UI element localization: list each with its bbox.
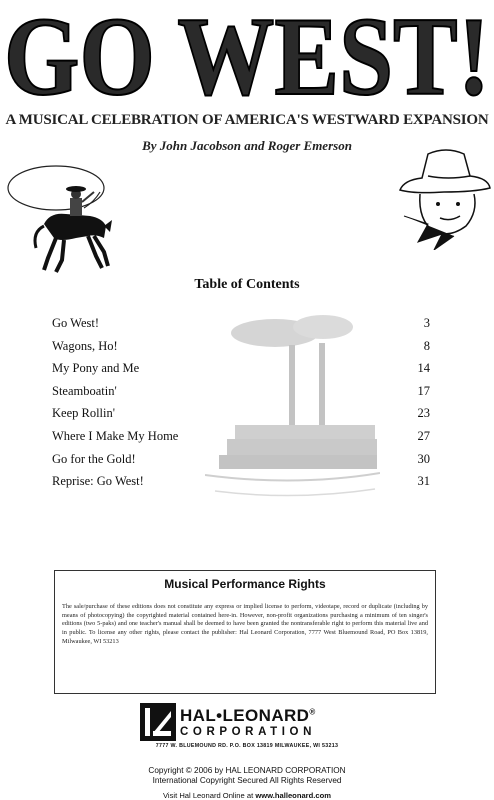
toc-item-page: 23 bbox=[417, 406, 430, 421]
toc-item-title: Where I Make My Home bbox=[52, 428, 179, 443]
toc-item bbox=[52, 429, 430, 452]
toc-item-page: 14 bbox=[417, 361, 430, 376]
table-of-contents bbox=[52, 316, 430, 497]
hal-leonard-logo-icon bbox=[140, 703, 176, 741]
registered-mark: ® bbox=[309, 707, 316, 717]
subtitle: A MUSICAL CELEBRATION OF AMERICA'S WESTWARD EXPANSION bbox=[5, 112, 489, 128]
toc-item-title: My Pony and Me bbox=[52, 361, 140, 376]
page-title bbox=[0, 0, 494, 108]
title-text: GO WEST! bbox=[4, 0, 490, 108]
publisher-corp: CORPORATION bbox=[180, 726, 316, 738]
toc-item-page: 3 bbox=[423, 316, 430, 330]
byline: By John Jacobson and Roger Emerson bbox=[142, 138, 352, 153]
copyright-line: International Copyright Secured All Rights Reserved bbox=[152, 776, 342, 785]
cowboy-portrait-illustration bbox=[394, 146, 492, 250]
toc-item-title: Keep Rollin' bbox=[52, 406, 116, 421]
toc-item bbox=[52, 474, 430, 497]
toc-item-title: Go West! bbox=[52, 316, 100, 330]
publisher-name-text: HAL•LEONARD bbox=[180, 706, 310, 725]
toc-item bbox=[52, 384, 430, 407]
toc-item-page: 27 bbox=[417, 428, 430, 443]
publisher-address: 7777 W. BLUEMOUND RD. P.O. BOX 13819 MILWAUKEE, WI 53213 bbox=[155, 743, 339, 749]
copyright-notice bbox=[0, 766, 494, 786]
visit-prefix: Visit Hal Leonard Online at bbox=[163, 791, 254, 800]
toc-item bbox=[52, 406, 430, 429]
rights-heading: Musical Performance Rights bbox=[164, 577, 326, 591]
performance-rights-box bbox=[54, 570, 436, 694]
publisher-website-link[interactable]: www.halleonard.com bbox=[255, 791, 331, 800]
toc-item-page: 17 bbox=[417, 383, 430, 398]
toc-item-title: Reprise: Go West! bbox=[52, 474, 144, 489]
toc-heading: Table of Contents bbox=[194, 277, 300, 292]
toc-item-title: Go for the Gold! bbox=[52, 451, 136, 466]
toc-item-title: Steamboatin' bbox=[52, 383, 117, 398]
toc-item bbox=[52, 316, 430, 339]
toc-item bbox=[52, 452, 430, 475]
title-wordmark bbox=[0, 0, 494, 108]
toc-item bbox=[52, 361, 430, 384]
copyright-line: Copyright © 2006 by HAL LEONARD CORPORATION bbox=[148, 766, 346, 775]
toc-item-page: 31 bbox=[417, 474, 430, 489]
publisher-name bbox=[180, 706, 316, 726]
cowboy-rider-illustration bbox=[4, 162, 116, 282]
toc-item-page: 8 bbox=[423, 338, 430, 353]
toc-item bbox=[52, 339, 430, 362]
visit-line bbox=[0, 791, 494, 800]
toc-item-page: 30 bbox=[417, 451, 430, 466]
rights-text: The sale/purchase of these editions does not constitute any express or implied license to perform, videotape, record or duplicate (including by means of photocopying) the copyrighted material contained here-in. However, non-profit organizations purchasing a minimum of ten singer's editions (two 5-paks) and one teacher's manual shall be deemed to have been granted the nontransferable right to perform this material live and in public. To license any other rights, please contact the publisher: Hal Leonard Corporation, 7777 West Bluemound Road, PO Box 13819, Milwaukee, WI 53213 bbox=[62, 603, 428, 645]
toc-item-title: Wagons, Ho! bbox=[52, 338, 118, 353]
